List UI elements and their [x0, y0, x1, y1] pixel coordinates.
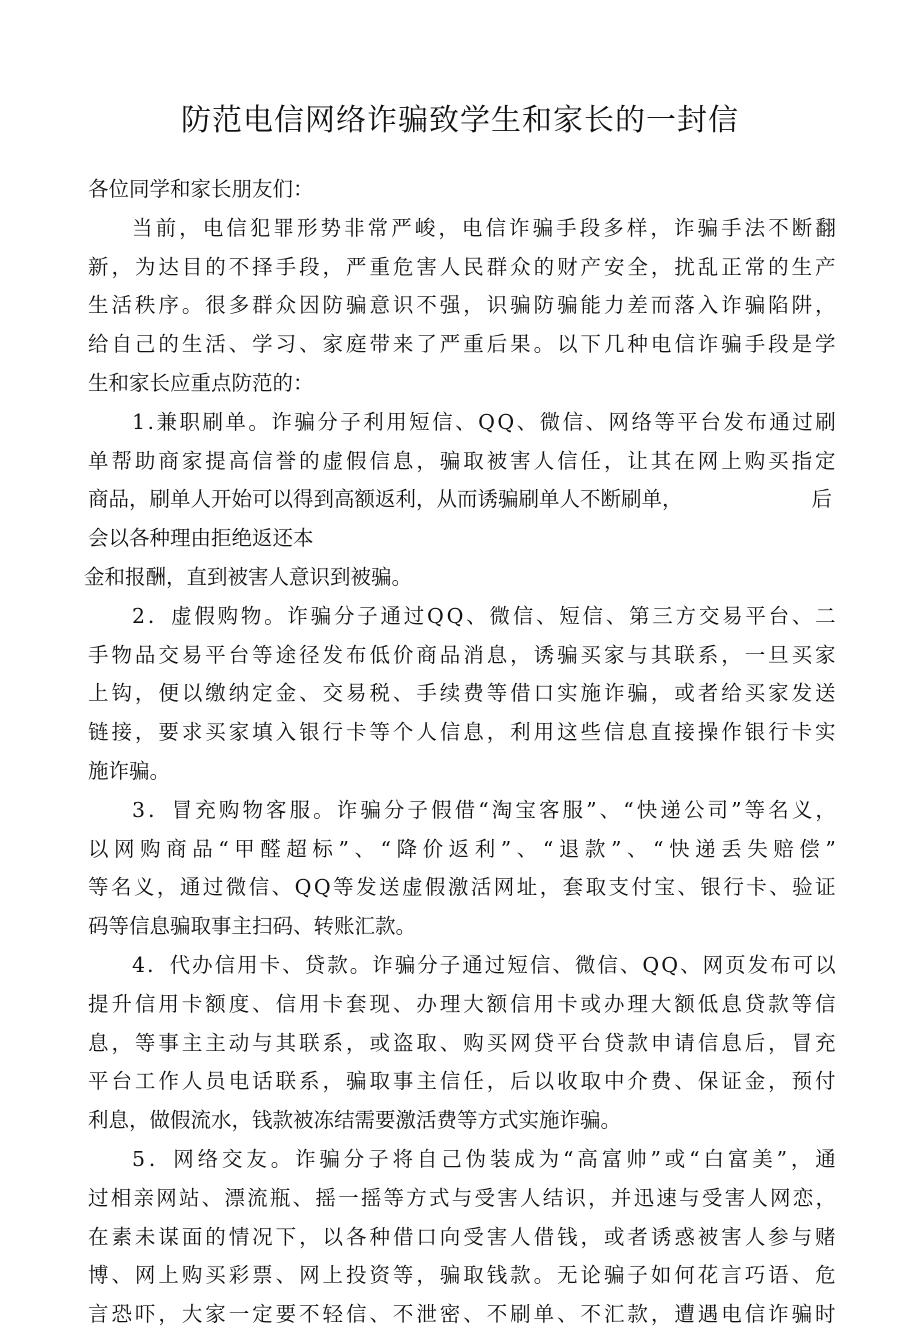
paragraph-line: 利息，做假流水，钱款被冻结需要激活费等方式实施诈骗。 [88, 1108, 621, 1133]
paragraph-line [88, 480, 836, 519]
letter-body [84, 170, 836, 1334]
paragraph-line: 4 ． 代 办 信 用 卡 、 贷 款 。 诈 骗 分 子 通 过 短 信 、 微 信 、 Q Q 、 网 页 发 布 可 以 [132, 952, 836, 977]
paragraph-line: 手 物 品 交 易 平 台 等 途 径 发 布 低 价 商 品 消 息 ， 诱 骗 买 家 与 其 联 系 ， 一 旦 买 家 [88, 642, 836, 667]
paragraph-line: 施诈骗。 [88, 758, 170, 783]
paragraph-line: 给 自 己 的 生 活 、 学 习 、 家 庭 带 来 了 严 重 后 果 。 以 下 几 种 电 信 诈 骗 手 段 是 学 [88, 332, 836, 357]
paragraph-line: 以 网 购 商 品 “ 甲 醛 超 标 ” 、 “ 降 价 返 利 ” 、 “ 退 款 ” 、 “ 快 递 丢 失 赔 偿 ” [88, 836, 836, 861]
paragraph-line: 息 ， 等 事 主 主 动 与 其 联 系 ， 或 盗 取 、 购 买 网 贷 平 台 贷 款 申 请 信 息 后 ， 冒 充 [88, 1030, 836, 1055]
paragraph-line: 码等信息骗取事主扫码、转账汇款。 [88, 914, 416, 939]
paragraph-line: 当 前 ， 电 信 犯 罪 形 势 非 常 严 峻 ， 电 信 诈 骗 手 段 多 样 ， 诈 骗 手 法 不 断 翻 [132, 215, 836, 240]
salutation: 各位同学和家长朋友们： [88, 177, 314, 201]
paragraph-line: 上 钩 ， 便 以 缴 纳 定 金 、 交 易 税 、 手 续 费 等 借 口 实 施 诈 骗 ， 或 者 给 买 家 发 送 [88, 681, 836, 706]
paragraph-line: 3 ． 冒 充 购 物 客 服 。 诈 骗 分 子 假 借 “ 淘 宝 客 服 ” 、 “ 快 递 公 司 ” 等 名 义 ， [132, 797, 836, 822]
paragraph-line: 单 帮 助 商 家 提 高 信 誉 的 虚 假 信 息 ， 骗 取 被 害 人 信 任 ， 让 其 在 网 上 购 买 指 定 [88, 448, 836, 473]
paragraph-line: 金和报酬，直到被害人意识到被骗。 [84, 564, 412, 589]
paragraph-line: 等 名 义 ， 通 过 微 信 、 Q Q 等 发 送 虚 假 激 活 网 址 ， 套 取 支 付 宝 、 银 行 卡 、 验 证 [88, 875, 836, 900]
paragraph-line: 1 . 兼 职 刷 单 。 诈 骗 分 子 利 用 短 信 、 Q Q 、 微 信 、 网 络 等 平 台 发 布 通 过 刷 [132, 409, 836, 434]
paragraph-line: 会以各种理由拒绝返还本 [88, 526, 314, 551]
paragraph-line: 过 相 亲 网 站 、 漂 流 瓶 、 摇 一 摇 等 方 式 与 受 害 人 结 识 ， 并 迅 速 与 受 害 人 网 恋 ， [88, 1185, 836, 1210]
paragraph-line: 链 接 ， 要 求 买 家 填 入 银 行 卡 等 个 人 信 息 ， 利 用 这 些 信 息 直 接 操 作 银 行 卡 实 [88, 720, 836, 745]
paragraph-line: 生和家长应重点防范的： [88, 370, 314, 395]
paragraph-line: 5 ． 网 络 交 友 。 诈 骗 分 子 将 自 己 伪 装 成 为 “ 高 富 帅 ” 或 “ 白 富 美 ” ， 通 [132, 1146, 836, 1171]
paragraph-line: 2 ． 虚 假 购 物 。 诈 骗 分 子 通 过 Q Q 、 微 信 、 短 信 、 第 三 方 交 易 平 台 、 二 [132, 603, 836, 628]
paragraph-line: 生 活 秩 序 。 很 多 群 众 因 防 骗 意 识 不 强 ， 识 骗 防 骗 能 力 差 而 落 入 诈 骗 陷 阱 ， [88, 293, 836, 318]
paragraph-line: 博 、 网 上 购 买 彩 票 、 网 上 投 资 等 ， 骗 取 钱 款 。 无 论 骗 子 如 何 花 言 巧 语 、 危 [88, 1263, 836, 1288]
paragraph-line: 言 恐 吓 ， 大 家 一 定 要 不 轻 信 、 不 泄 密 、 不 刷 单 、 不 汇 款 ， 遭 遇 电 信 诈 骗 时 [88, 1302, 836, 1327]
paragraph-line-segment: 后 [811, 487, 832, 512]
paragraph-line: 平 台 工 作 人 员 电 话 联 系 ， 骗 取 事 主 信 任 ， 后 以 收 取 中 介 费 、 保 证 金 ， 预 付 [88, 1069, 836, 1094]
paragraph-line-segment: 商品，刷单人开始可以得到高额返利，从而诱骗刷单人不断刷单， [88, 487, 683, 512]
paragraph-line: 新 ， 为 达 目 的 不 择 手 段 ， 严 重 危 害 人 民 群 众 的 财 产 安 全 ， 扰 乱 正 常 的 生 产 [88, 254, 836, 279]
paragraph-line: 在 素 未 谋 面 的 情 况 下 ， 以 各 种 借 口 向 受 害 人 借 钱 ， 或 者 诱 惑 被 害 人 参 与 赌 [88, 1224, 836, 1249]
document-title: 防范电信网络诈骗致学生和家长的一封信 [181, 103, 739, 138]
paragraph-line: 提 升 信 用 卡 额 度 、 信 用 卡 套 现 、 办 理 大 额 信 用 卡 或 办 理 大 额 低 息 贷 款 等 信 [88, 991, 836, 1016]
